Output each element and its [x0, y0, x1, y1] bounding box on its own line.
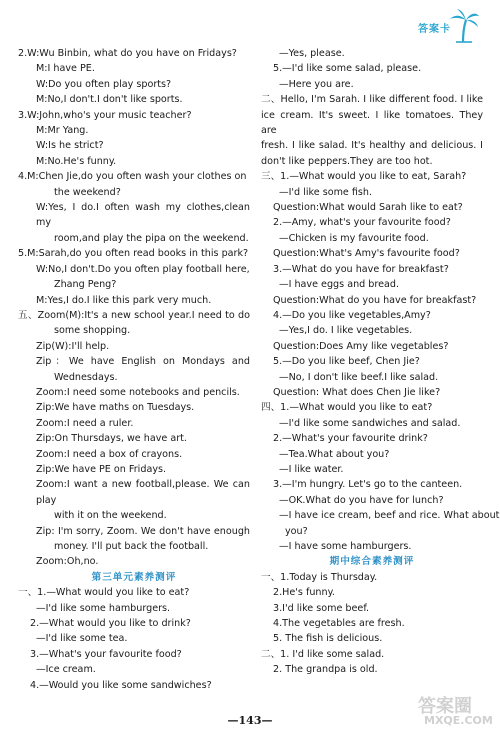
text-line: 5.M:Sarah,do you often read books in this park? [18, 248, 249, 260]
text-line: —No, I don't like beef.I like salad. [279, 371, 439, 383]
text-line: —I'd like some hamburgers. [36, 602, 171, 614]
text-line: ice cream. It's sweet. I like tomatoes. They are [261, 109, 483, 137]
text-line: money. I'll put back the football. [54, 541, 209, 552]
text-line: Question:Does Amy like vegetables? [273, 340, 449, 352]
section-heading: 期中综合素养测评 [329, 556, 415, 568]
palm-tree-icon [446, 8, 480, 49]
text-line: —Tea.What about you? [279, 448, 390, 460]
text-line: 3.—What's your favourite food? [30, 648, 182, 660]
text-line: 二、Hello, I'm Sarah. I like different food. I like [261, 94, 483, 106]
text-line: —I have some hamburgers. [279, 541, 412, 552]
text-line: Question:What do you have for breakfast? [273, 294, 477, 306]
text-line: W:Do you often play sports? [36, 78, 172, 90]
text-line: —Ice cream. [36, 664, 96, 676]
text-line: 5. The fish is delicious. [273, 633, 383, 645]
text-line: M:I have PE. [36, 63, 95, 75]
watermark-text: 答案圈 [418, 696, 472, 717]
text-line: 五、Zoom(M):It's a new school year.I need to do [18, 309, 250, 321]
text-line: 5.—I'd like some salad, please. [273, 63, 422, 75]
text-line: room,and play the pipa on the weekend. [54, 232, 249, 244]
text-line: some shopping. [54, 325, 131, 337]
text-line: 2.—What would you like to drink? [30, 618, 191, 630]
text-line: Zoom:I need some notebooks and pencils. [36, 386, 240, 398]
text-line: Zip: I'm sorry, Zoom. We don't have enough [36, 525, 250, 537]
text-line: 3.I'd like some beef. [273, 602, 370, 614]
text-line: 4.—Would you like some sandwiches? [30, 679, 212, 691]
text-line: —I'd like some sandwiches and salad. [279, 417, 461, 429]
answer-card-brand: 答案卡 [418, 24, 451, 35]
text-line: fresh. I like salad. It's healthy and delicious. I [261, 140, 483, 152]
text-line: —Chicken is my favourite food. [279, 232, 429, 244]
text-line: M:Mr Yang. [36, 125, 89, 137]
text-line: Zoom:I need a box of crayons. [36, 448, 183, 460]
text-line: M:No,I don't.I don't like sports. [36, 94, 183, 106]
text-line: Question: What does Chen Jie like? [273, 386, 441, 398]
text-line: with it on the weekend. [54, 510, 167, 522]
text-line: —I have eggs and bread. [279, 279, 400, 291]
text-line: —I like water. [279, 463, 344, 475]
text-line: 3.—I'm hungry. Let's go to the canteen. [273, 479, 463, 491]
text-line: Wednesdays. [54, 371, 118, 383]
page-header [0, 0, 500, 48]
text-line: M:No.He's funny. [36, 155, 117, 167]
text-line: 2.He's funny. [273, 587, 335, 599]
text-line: Zip:We have maths on Tuesdays. [36, 402, 195, 414]
page-number: —143— [227, 714, 273, 727]
text-line: 一、1.Today is Thursday. [261, 571, 378, 583]
text-line: 2.—What's your favourite drink? [273, 433, 428, 445]
text-line: M:Yes,I do.I like this park very much. [36, 294, 212, 306]
text-line: 三、1.—What would you like to eat, Sarah? [261, 171, 467, 183]
text-line: —Here you are. [279, 78, 354, 90]
text-line: 4.The vegetables are fresh. [273, 618, 405, 630]
text-line: Zoom:I need a ruler. [36, 417, 134, 429]
text-line: Zip：We have English on Mondays and [36, 356, 250, 368]
text-line: 2.W:Wu Binbin, what do you have on Fridays? [18, 48, 237, 59]
text-line: W:No,I don't.Do you often play football here, [36, 263, 250, 275]
watermark-url: MXQE.COM [424, 714, 493, 727]
text-line: you? [285, 525, 308, 537]
text-line: 一、1.—What would you like to eat? [18, 587, 190, 599]
text-line: Zoom:I want a new football,please. We can play [36, 479, 250, 506]
text-line: 2.—Amy, what's your favourite food? [273, 217, 451, 229]
watermark-logo [418, 696, 493, 728]
text-line: don't like peppers.They are too hot. [261, 155, 433, 167]
text-line: Zip(W):I'll help. [36, 340, 110, 352]
text-line: —I have ice cream, beef and rice. What about [279, 510, 500, 522]
text-line: the weekend? [54, 186, 121, 198]
text-line: —I'd like some fish. [279, 186, 373, 198]
text-line: Zhang Peng? [54, 279, 117, 291]
right-column [261, 46, 500, 678]
text-line: Zip:On Thursdays, we have art. [36, 433, 187, 445]
text-line: —Yes,I do. I like vegetables. [279, 325, 413, 337]
section-heading: 第三单元素养测评 [91, 571, 177, 583]
text-line: 2. The grandpa is old. [273, 664, 378, 676]
text-line: Question:What would Sarah like to eat? [273, 202, 463, 214]
text-line: W:Yes, I do.I often wash my clothes,clean my [36, 202, 250, 229]
left-column [18, 46, 250, 693]
text-line: Question:What's Amy's favourite food? [273, 248, 460, 260]
text-line: 四、1.—What would you like to eat? [261, 402, 433, 414]
text-line: 二、1. I'd like some salad. [261, 648, 385, 660]
text-line: —I'd like some tea. [36, 633, 128, 645]
text-line: Zoom:Oh,no. [36, 556, 99, 568]
text-line: 4.M:Chen Jie,do you often wash your clothes on [18, 171, 247, 183]
text-line: 5.—Do you like beef, Chen Jie? [273, 356, 420, 368]
text-line: —Yes, please. [279, 48, 345, 59]
text-line: —OK.What do you have for lunch? [279, 494, 444, 506]
text-line: 4.—Do you like vegetables,Amy? [273, 309, 431, 321]
text-line: Zip:We have PE on Fridays. [36, 463, 167, 475]
text-line: W:Is he strict? [36, 140, 104, 152]
text-line: 3.W:John,who's your music teacher? [18, 109, 192, 121]
text-line: 3.—What do you have for breakfast? [273, 263, 449, 275]
